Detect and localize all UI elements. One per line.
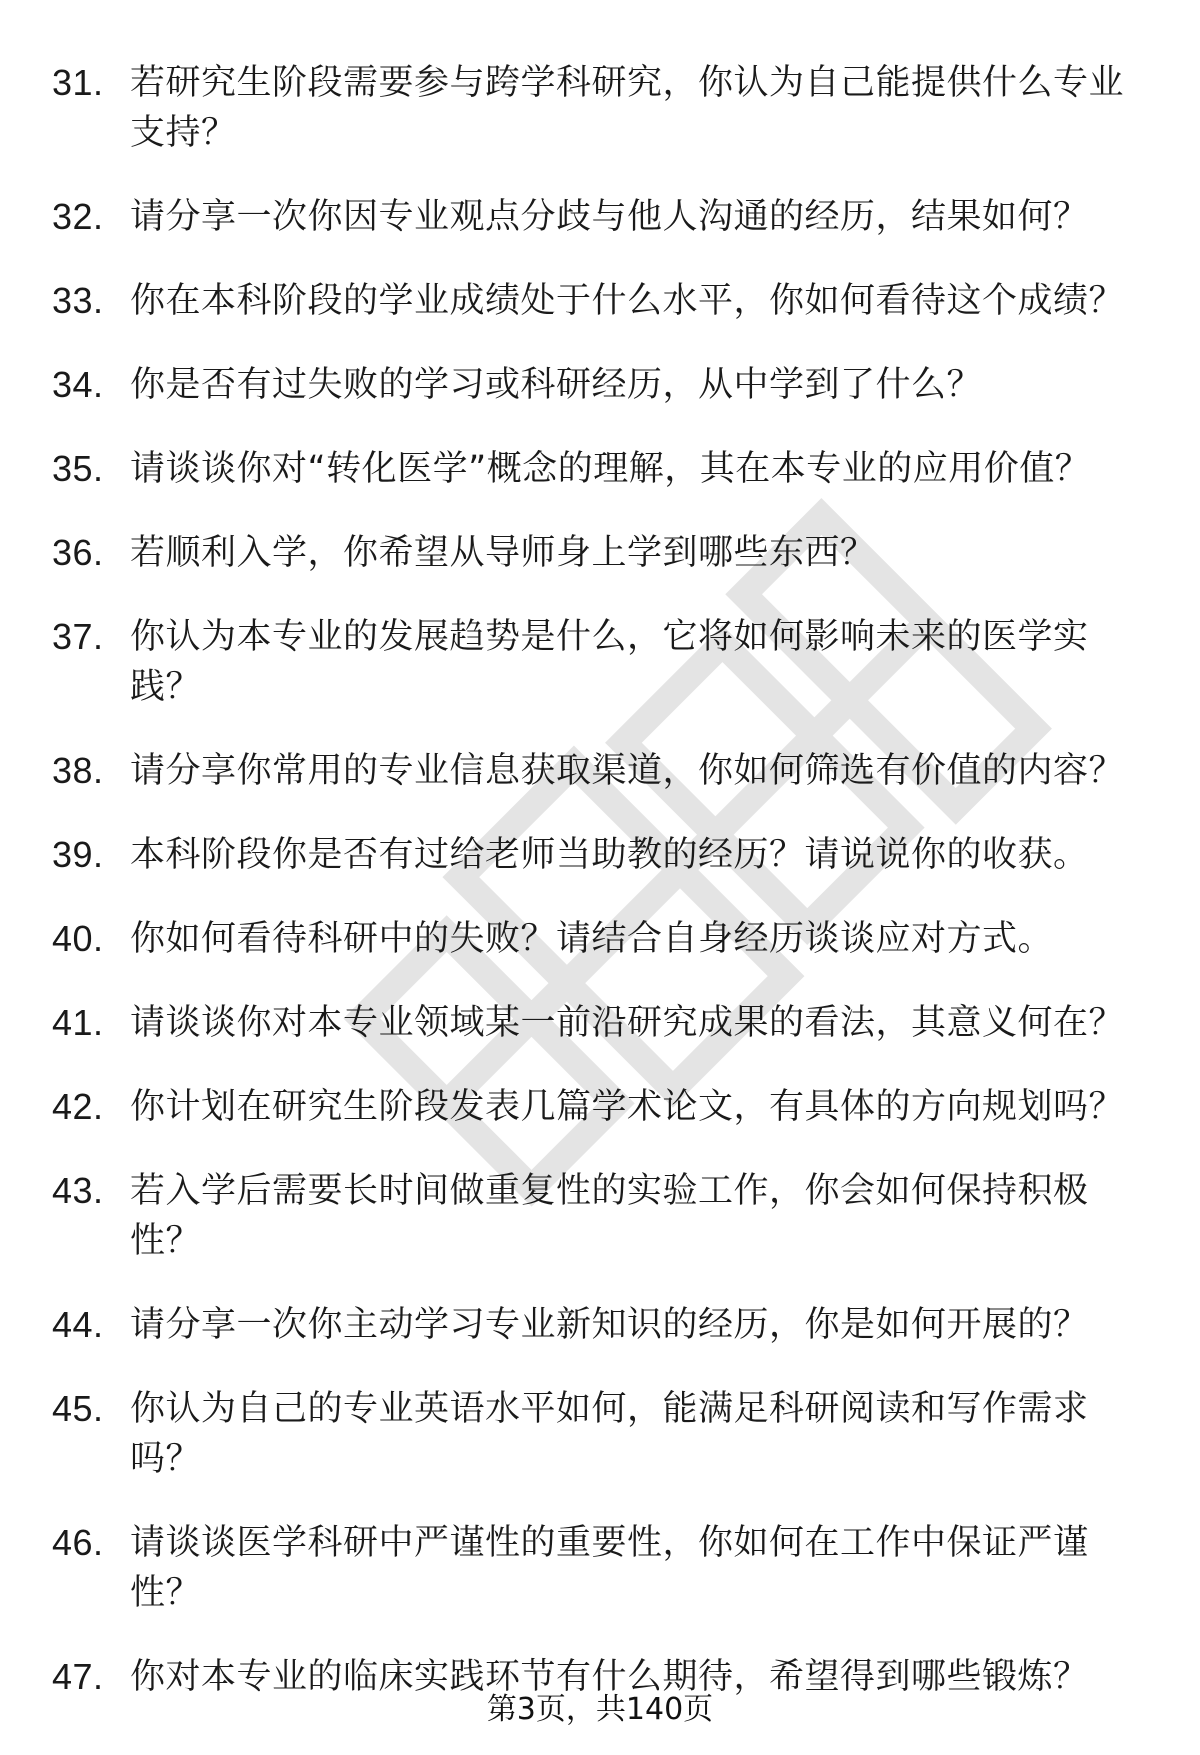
question-number: 42. — [52, 1086, 104, 1127]
question-number: 47. — [52, 1656, 104, 1697]
page-number: 第3页，共140页 — [486, 1692, 714, 1727]
question-text: 若入学后需要长时间做重复性的实验工作，你会如何保持积极性？ — [130, 1171, 1089, 1261]
question-text: 你在本科阶段的学业成绩处于什么水平，你如何看待这个成绩？ — [130, 281, 1125, 321]
question-number: 44. — [52, 1304, 104, 1345]
question-number: 38. — [52, 750, 104, 791]
question-item — [0, 998, 1200, 1048]
question-item — [0, 830, 1200, 880]
question-text: 请分享你常用的专业信息获取渠道，你如何筛选有价值的内容？ — [130, 751, 1125, 791]
question-item — [0, 914, 1200, 964]
question-text: 你计划在研究生阶段发表几篇学术论文，有具体的方向规划吗？ — [130, 1087, 1125, 1127]
question-number: 36. — [52, 532, 104, 573]
question-item — [0, 1518, 1200, 1618]
question-number: 40. — [52, 918, 104, 959]
question-text: 本科阶段你是否有过给老师当助教的经历？请说说你的收获。 — [130, 835, 1089, 875]
question-item — [0, 612, 1200, 712]
question-item — [0, 1300, 1200, 1350]
question-number: 33. — [52, 280, 104, 321]
question-number: 41. — [52, 1002, 104, 1043]
question-number: 32. — [52, 196, 104, 237]
question-number: 43. — [52, 1170, 104, 1211]
question-text: 你是否有过失败的学习或科研经历，从中学到了什么？ — [130, 365, 983, 405]
question-list — [0, 58, 1200, 1736]
question-item — [0, 276, 1200, 326]
question-item — [0, 1384, 1200, 1484]
question-text: 你对本专业的临床实践环节有什么期待，希望得到哪些锻炼？ — [130, 1657, 1089, 1697]
question-text: 请谈谈你对“转化医学”概念的理解，其在本专业的应用价值？ — [130, 449, 1091, 489]
question-number: 45. — [52, 1388, 104, 1429]
question-item — [0, 444, 1200, 494]
question-item — [0, 746, 1200, 796]
question-item — [0, 528, 1200, 578]
question-item — [0, 1166, 1200, 1266]
question-number: 37. — [52, 616, 104, 657]
question-text: 请谈谈你对本专业领域某一前沿研究成果的看法，其意义何在？ — [130, 1003, 1125, 1043]
question-text: 若研究生阶段需要参与跨学科研究，你认为自己能提供什么专业支持？ — [130, 63, 1125, 153]
question-text: 若顺利入学，你希望从导师身上学到哪些东西？ — [130, 533, 876, 573]
question-text: 请分享一次你主动学习专业新知识的经历，你是如何开展的？ — [130, 1305, 1089, 1345]
question-number: 46. — [52, 1522, 104, 1563]
question-number: 31. — [52, 62, 104, 103]
question-item — [0, 58, 1200, 158]
question-item — [0, 192, 1200, 242]
question-text: 你认为自己的专业英语水平如何，能满足科研阅读和写作需求吗？ — [130, 1389, 1089, 1479]
question-text: 你认为本专业的发展趋势是什么，它将如何影响未来的医学实践？ — [130, 617, 1089, 707]
question-item — [0, 360, 1200, 410]
question-number: 34. — [52, 364, 104, 405]
question-text: 你如何看待科研中的失败？请结合自身经历谈谈应对方式。 — [130, 919, 1054, 959]
question-text: 请谈谈医学科研中严谨性的重要性，你如何在工作中保证严谨性？ — [130, 1523, 1089, 1613]
question-item — [0, 1082, 1200, 1132]
question-number: 39. — [52, 834, 104, 875]
question-number: 35. — [52, 448, 104, 489]
question-text: 请分享一次你因专业观点分歧与他人沟通的经历，结果如何？ — [130, 197, 1089, 237]
